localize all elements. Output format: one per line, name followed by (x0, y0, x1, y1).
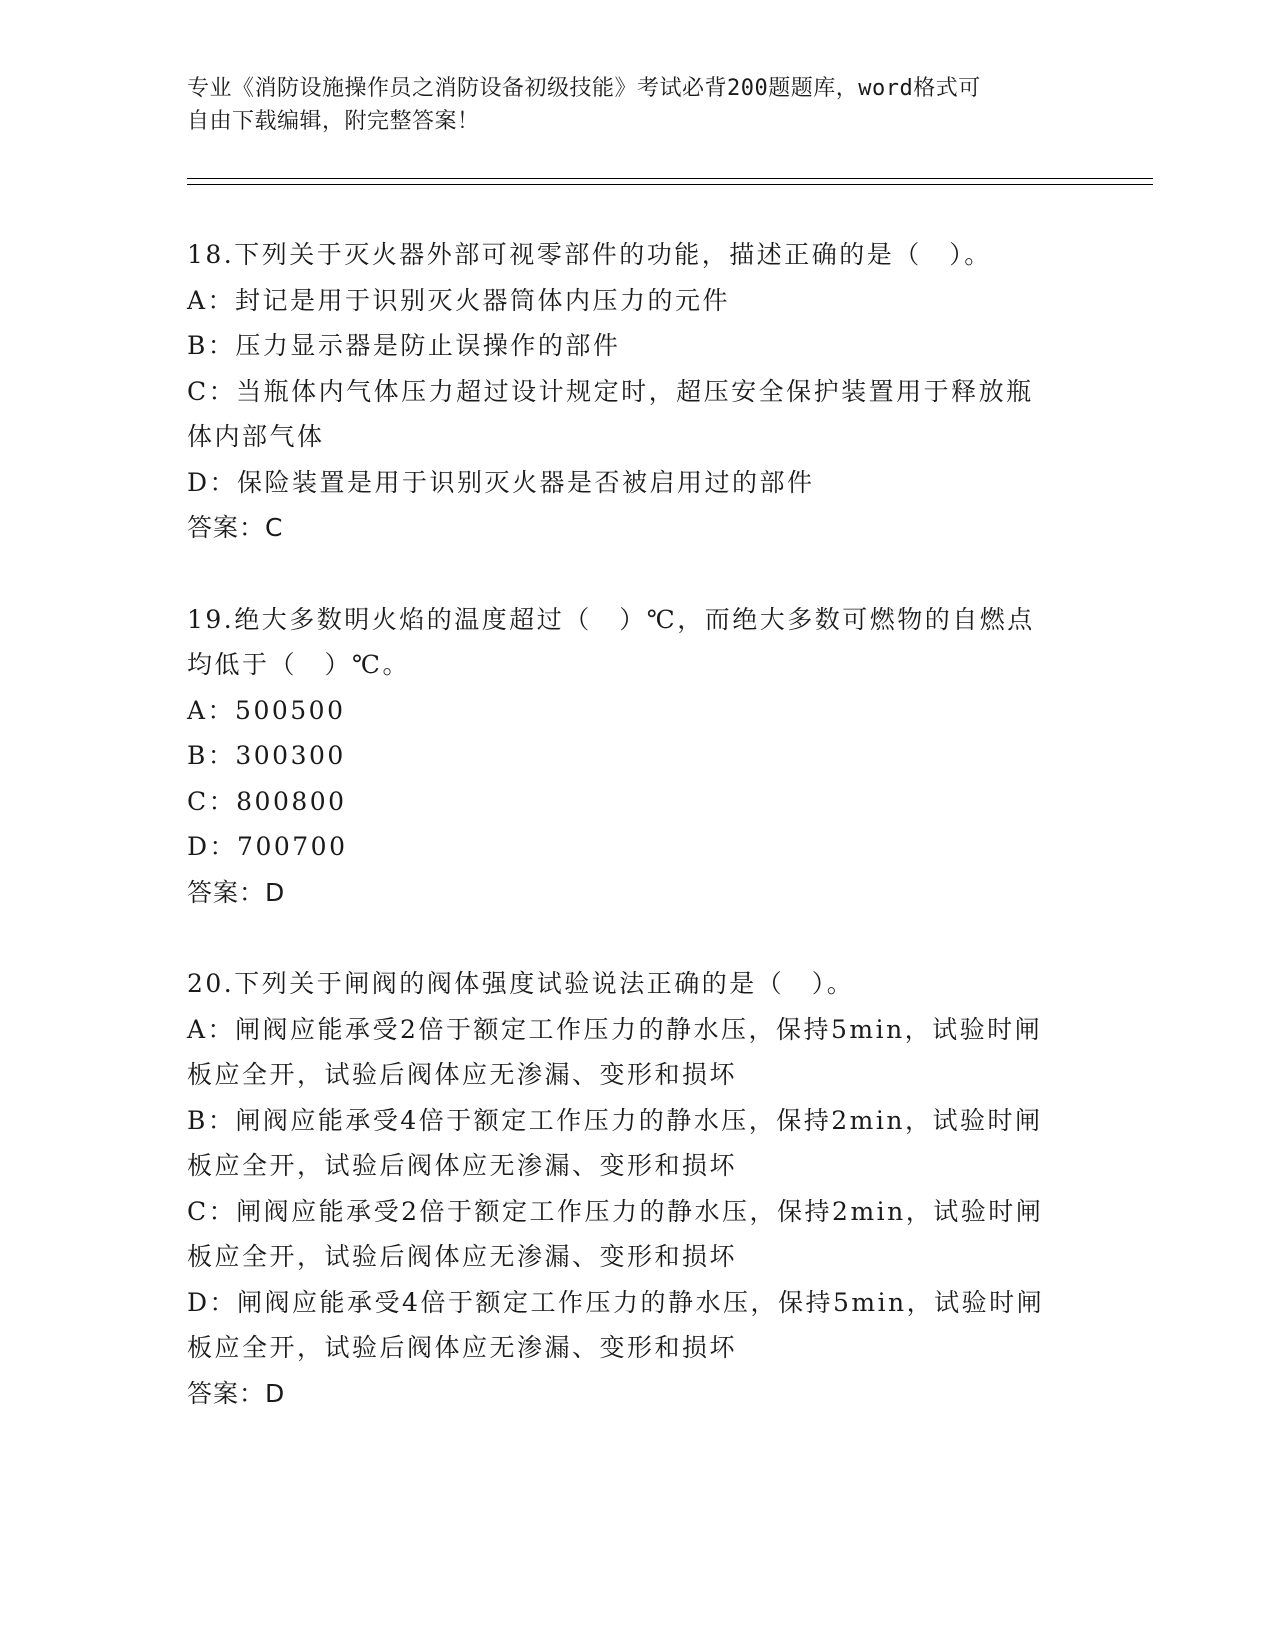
answer: 答案：C (187, 513, 284, 542)
question-list (187, 232, 1087, 1462)
header-line-2: 自由下载编辑，附完整答案！ (187, 109, 480, 134)
option-a: A：封记是用于识别灭火器筒体内压力的元件 (187, 285, 731, 315)
option-c-continued: 体内部气体 (187, 422, 325, 451)
document-header (187, 72, 1087, 138)
question-20 (187, 961, 1087, 1416)
question-stem: 20.下列关于闸阀的阀体强度试验说法正确的是（ ）。 (187, 969, 855, 998)
option-a: A：闸阀应能承受2倍于额定工作压力的静水压，保持5min，试验时闸 (187, 1014, 1043, 1044)
question-stem-continued: 均低于（ ）℃。 (187, 650, 410, 679)
option-d: D：闸阀应能承受4倍于额定工作压力的静水压，保持5min，试验时闸 (187, 1287, 1045, 1317)
option-b: B：闸阀应能承受4倍于额定工作压力的静水压，保持2min，试验时闸 (187, 1105, 1043, 1135)
option-d: D：700700 (187, 832, 348, 861)
header-divider-top (187, 178, 1153, 179)
option-b: B：300300 (187, 741, 346, 770)
option-d-continued: 板应全开，试验后阀体应无渗漏、变形和损坏 (187, 1333, 738, 1362)
answer: 答案：D (187, 877, 286, 907)
header-line-1: 专业《消防设施操作员之消防设备初级技能》考试必背200题题库，word格式可 (187, 76, 981, 101)
option-b: B：压力显示器是防止误操作的部件 (187, 331, 621, 360)
option-a: A：500500 (187, 695, 346, 725)
option-c: C：当瓶体内气体压力超过设计规定时，超压安全保护装置用于释放瓶 (187, 376, 1034, 406)
option-c-continued: 板应全开，试验后阀体应无渗漏、变形和损坏 (187, 1242, 738, 1271)
header-divider-bottom (187, 184, 1153, 185)
answer: 答案：D (187, 1378, 286, 1408)
option-c: C：闸阀应能承受2倍于额定工作压力的静水压，保持2min，试验时闸 (187, 1196, 1044, 1226)
option-a-continued: 板应全开，试验后阀体应无渗漏、变形和损坏 (187, 1060, 738, 1089)
question-stem: 19.绝大多数明火焰的温度超过（ ）℃，而绝大多数可燃物的自燃点 (187, 604, 1035, 634)
question-18 (187, 232, 1087, 551)
question-19 (187, 597, 1087, 916)
question-stem: 18.下列关于灭火器外部可视零部件的功能，描述正确的是（ ）。 (187, 240, 992, 269)
option-c: C：800800 (187, 786, 347, 816)
option-d: D：保险装置是用于识别灭火器是否被启用过的部件 (187, 467, 815, 497)
option-b-continued: 板应全开，试验后阀体应无渗漏、变形和损坏 (187, 1151, 738, 1180)
